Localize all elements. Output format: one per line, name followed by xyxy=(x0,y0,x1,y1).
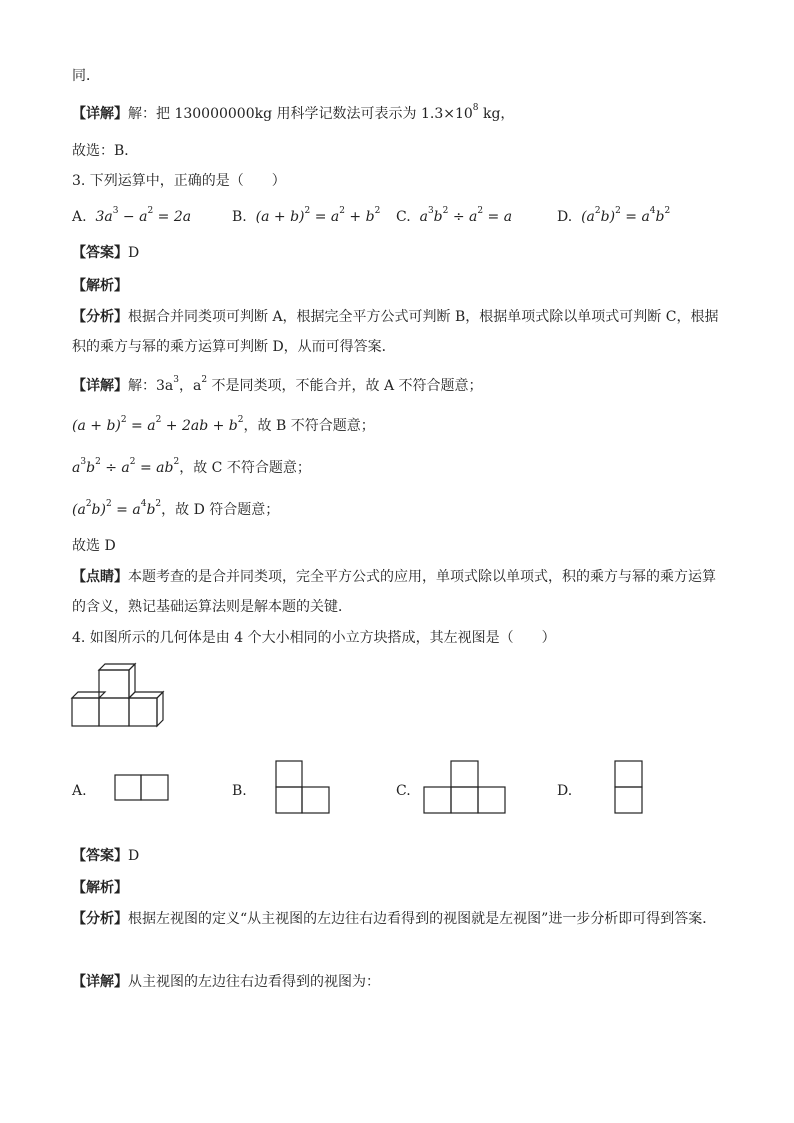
q3-option-d: D. $(a^2b)^2 = a^4b^2$ xyxy=(557,206,671,225)
q4-detail: 【详解】从主视图的左边往右边看得到的视图为： xyxy=(72,974,380,990)
q3-answer: 【答案】D xyxy=(72,245,140,261)
detail-tag: 【详解】 xyxy=(72,106,128,122)
bottom-cube-2 xyxy=(99,698,129,726)
q4-question: 4. 如图所示的几何体是由 4 个大小相同的小立方块搭成，其左视图是（ ） xyxy=(72,630,556,646)
q3-detail-4: $(a^2b)^2 = a^4b^2$，故 D 符合题意； xyxy=(72,499,280,518)
q4-analysis-tag: 【解析】 xyxy=(72,880,128,896)
q4-label-d: D. xyxy=(557,783,573,799)
q4-option-d-figure xyxy=(615,761,643,814)
q3-dianjing: 【点睛】本题考查的是合并同类项，完全平方公式的应用，单项式除以单项式，积的乘方与幂的乘方运算的含义，熟记基础运算法则是解本题的关键． xyxy=(72,569,716,615)
left-top-face xyxy=(72,692,105,698)
q2-choice: 故选：B． xyxy=(72,143,139,159)
q4-label-a: A. xyxy=(72,783,87,799)
q4-option-b-figure xyxy=(276,761,330,814)
q4-answer: 【答案】D xyxy=(72,848,140,864)
q4-solid-figure xyxy=(71,670,171,728)
q4-fenxi: 【分析】根据左视图的定义“从主视图的左边往右边看得到的视图就是左视图”进一步分析即可得到答案． xyxy=(72,911,717,927)
q3-detail-2: $(a + b)^2 = a^2 + 2ab + b^2$，故 B 不符合题意； xyxy=(72,415,375,434)
q2-detail: 【详解】解：把 130000000kg 用科学记数法可表示为 $1.3\times 10^8$ kg， xyxy=(72,103,515,122)
continued-text: 同． xyxy=(72,68,100,84)
q3-detail-1: 【详解】解：$3a^3$，$a^2$ 不是同类项，不能合并，故 A 不符合题意； xyxy=(72,375,483,394)
q3-analysis-tag: 【解析】 xyxy=(72,278,128,294)
q4-label-b: B. xyxy=(232,783,247,799)
bottom-right-side-face xyxy=(157,692,163,726)
q3-fenxi: 【分析】根据合并同类项可判断 A，根据完全平方公式可判断 B，根据单项式除以单项式可判断 C，根据积的乘方与幂的乘方运算可判断 D，从而可得答案． xyxy=(72,309,719,355)
q4-option-c-figure xyxy=(424,761,506,814)
q3-option-a: A. $3a^3 - a^2 = 2a$ xyxy=(72,206,192,225)
q3-option-b: B. $(a + b)^2 = a^2 + b^2$ xyxy=(232,206,381,225)
q4-option-a-figure xyxy=(115,775,169,801)
q3-option-c: C. $a^3b^2 \div a^2 = a$ xyxy=(396,206,513,225)
bottom-cube-3 xyxy=(129,698,157,726)
q3-detail-3: $a^3b^2 \div a^2 = ab^2$，故 C 不符合题意； xyxy=(72,457,311,476)
q3-choice: 故选 D xyxy=(72,538,116,554)
q4-label-c: C. xyxy=(396,783,411,799)
q3-question: 3. 下列运算中，正确的是（ ） xyxy=(72,173,286,189)
bottom-cube-1 xyxy=(72,698,99,726)
